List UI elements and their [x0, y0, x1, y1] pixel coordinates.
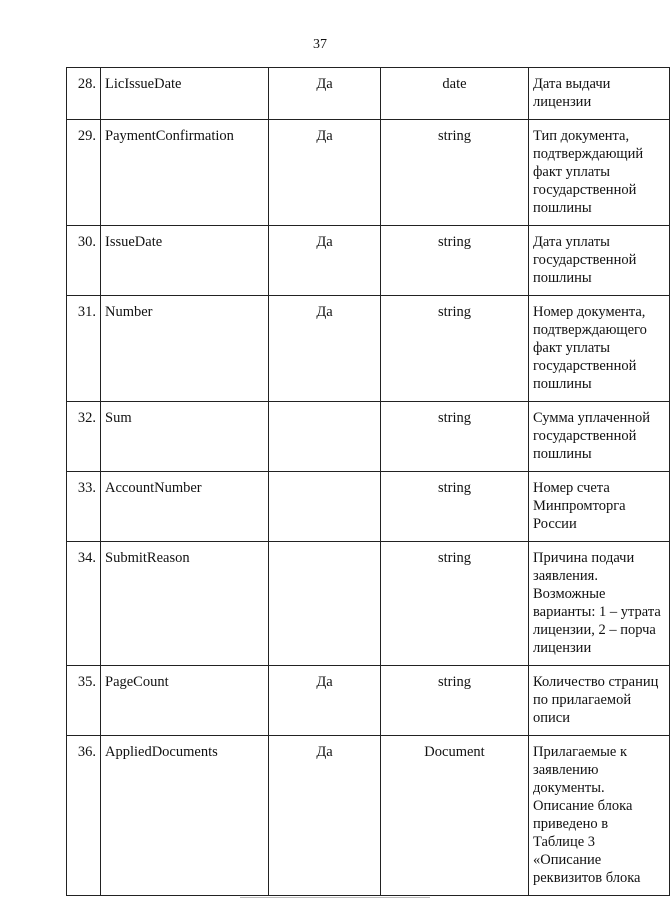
field-type: Document [381, 736, 529, 896]
field-type: string [381, 542, 529, 666]
page-number: 37 [313, 37, 327, 52]
table-row [67, 68, 670, 120]
field-type: string [381, 402, 529, 472]
field-name: AccountNumber [101, 472, 269, 542]
required-flag: Да [269, 736, 381, 896]
required-flag: Да [269, 666, 381, 736]
table-row [67, 542, 670, 666]
field-name: PageCount [101, 666, 269, 736]
row-number: 33. [67, 472, 101, 542]
fields-table [66, 67, 670, 896]
required-flag: Да [269, 226, 381, 296]
row-number: 28. [67, 68, 101, 120]
field-name: IssueDate [101, 226, 269, 296]
required-flag: Да [269, 68, 381, 120]
table-row [67, 736, 670, 896]
required-flag [269, 472, 381, 542]
field-description: Причина подачи заявления. Возможные варианты: 1 – утрата лицензии, 2 – порча лицензии [529, 542, 670, 666]
table-row [67, 472, 670, 542]
row-number: 30. [67, 226, 101, 296]
field-type: string [381, 666, 529, 736]
table-row [67, 296, 670, 402]
field-description: Тип документа, подтверждающий факт уплаты государственной пошлины [529, 120, 670, 226]
required-flag: Да [269, 120, 381, 226]
row-number: 36. [67, 736, 101, 896]
required-flag [269, 542, 381, 666]
field-description: Количество страниц по прилагаемой описи [529, 666, 670, 736]
field-name: Sum [101, 402, 269, 472]
row-number: 31. [67, 296, 101, 402]
row-number: 32. [67, 402, 101, 472]
field-description: Прилагаемые к заявлению документы. Описание блока приведено в Таблице 3 «Описание реквизитов блока [529, 736, 670, 896]
table-row [67, 402, 670, 472]
table-row [67, 120, 670, 226]
field-type: string [381, 472, 529, 542]
field-name: LicIssueDate [101, 68, 269, 120]
row-number: 34. [67, 542, 101, 666]
row-number: 29. [67, 120, 101, 226]
field-description: Номер документа, подтверждающего факт уплаты государственной пошлины [529, 296, 670, 402]
table-row [67, 226, 670, 296]
field-type: date [381, 68, 529, 120]
table-row [67, 666, 670, 736]
field-type: string [381, 296, 529, 402]
scan-edge-divider [240, 897, 430, 898]
field-type: string [381, 120, 529, 226]
field-name: AppliedDocuments [101, 736, 269, 896]
field-description: Сумма уплаченной государственной пошлины [529, 402, 670, 472]
field-description: Дата уплаты государственной пошлины [529, 226, 670, 296]
field-description: Дата выдачи лицензии [529, 68, 670, 120]
required-flag: Да [269, 296, 381, 402]
field-name: Number [101, 296, 269, 402]
field-name: SubmitReason [101, 542, 269, 666]
field-type: string [381, 226, 529, 296]
field-description: Номер счета Минпромторга России [529, 472, 670, 542]
field-name: PaymentConfirmation [101, 120, 269, 226]
row-number: 35. [67, 666, 101, 736]
required-flag [269, 402, 381, 472]
